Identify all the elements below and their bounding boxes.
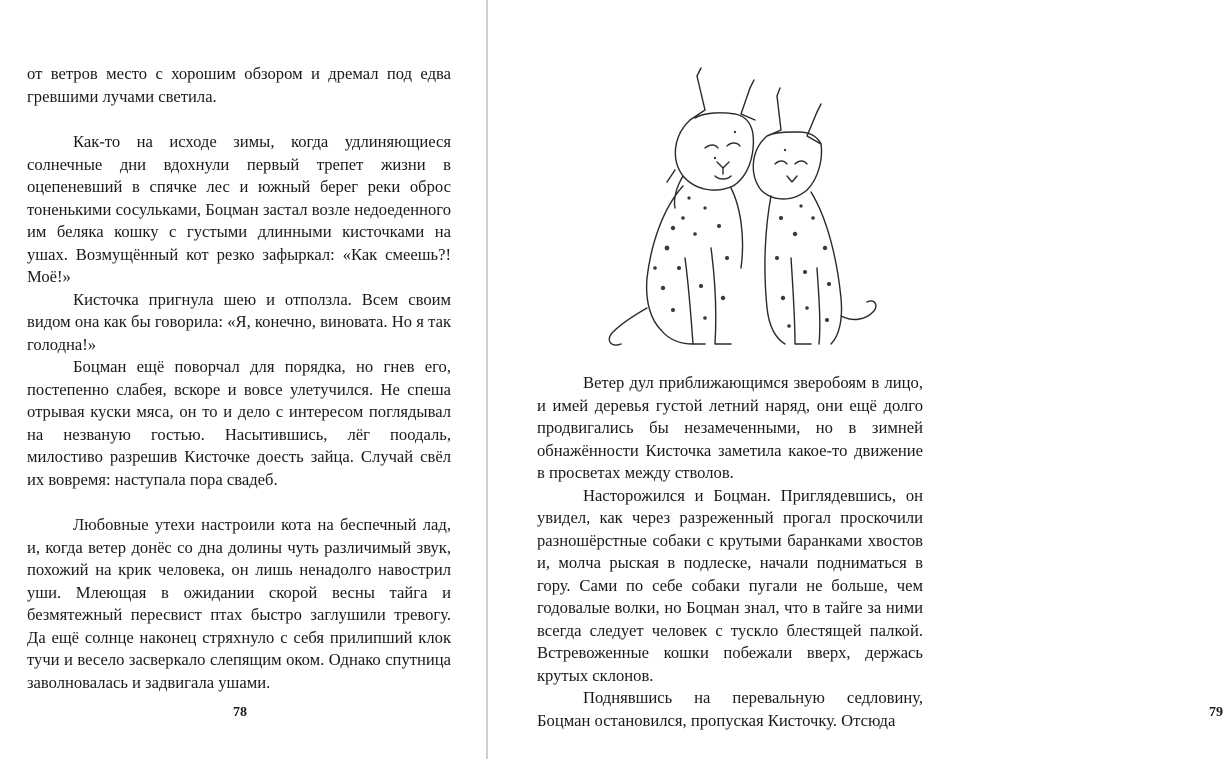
paragraph: Любовные утехи настроили кота на беспечный лад, и, когда ветер донёс со дна долины чуть различимый звук, похожий на крик человека, он лишь ненадолго навострил уши. Млеющая в ожидании скорой весны тайга и безмятежный пересвист птах быстро заглушили тревогу. Да ещё солнце наконец стряхнуло с себя прилипший клок тучи и весело засверкало слепящим оком. Однако спутница заволновалась и задвигала ушами. [27, 515, 451, 692]
paragraph: Кисточка пригнула шею и отползла. Всем своим видом она как бы говорила: «Я, конечно, виновата. Но я так голодна!» [27, 289, 451, 354]
left-page [0, 0, 486, 759]
page-number: 78 [233, 705, 247, 720]
paragraph: Ветер дул приближающимся зверобоям в лицо, и имей деревья густой летний наряд, они ещё долго продвигались бы незамеченными, но в зимней обнажённости Кисточка заметила какое-то движение в просветах между стволов. [537, 373, 923, 482]
paragraph: Насторожился и Боцман. Приглядевшись, он увидел, как через разреженный прогал проскочили разношёрстные собаки с крутыми баранками хвостов и, молча рыская в подлеске, начали подниматься в гору. Сами по себе собаки пугали не больше, чем годовалые волки, но Боцман знал, что в тайге за ними всегда следует человек с тускло блестящей палкой. Встревоженные кошки побежали вверх, держась крутых склонов. [537, 485, 923, 685]
paragraph: Боцман ещё поворчал для порядка, но гнев его, постепенно слабея, вскоре и вовсе улетучился. Не спеша отрывая куски мяса, он то и дело с интересом поглядывал на незваную гостью. Насытившись, лёг поодаль, милостиво разрешив Кисточке доесть зайца. Случай свёл их вовремя: наступала пора свадеб. [27, 357, 451, 489]
paragraph: Как-то на исходе зимы, когда удлиняющиеся солнечные дни вдохнули первый трепет жизни в оцепеневший в спячке лес и южный берег реки оброс тоненькими сосульками, Боцман застал возле недоеденного им беляка кошку с густыми длинными кисточками на ушах. Возмущённый кот резко зафыркал: «Как смеешь?! Моё!» [27, 132, 451, 286]
page-number: 79 [1209, 705, 1223, 720]
left-page-text [27, 63, 451, 694]
paragraph: Поднявшись на перевальную седловину, Боцман остановился, пропуская Кисточку. Отсюда [537, 688, 923, 730]
lynx-pair-illustration [555, 58, 915, 358]
right-page-text [537, 372, 923, 732]
paragraph: от ветров место с хорошим обзором и дремал под едва гревшими лучами светила. [27, 64, 451, 106]
